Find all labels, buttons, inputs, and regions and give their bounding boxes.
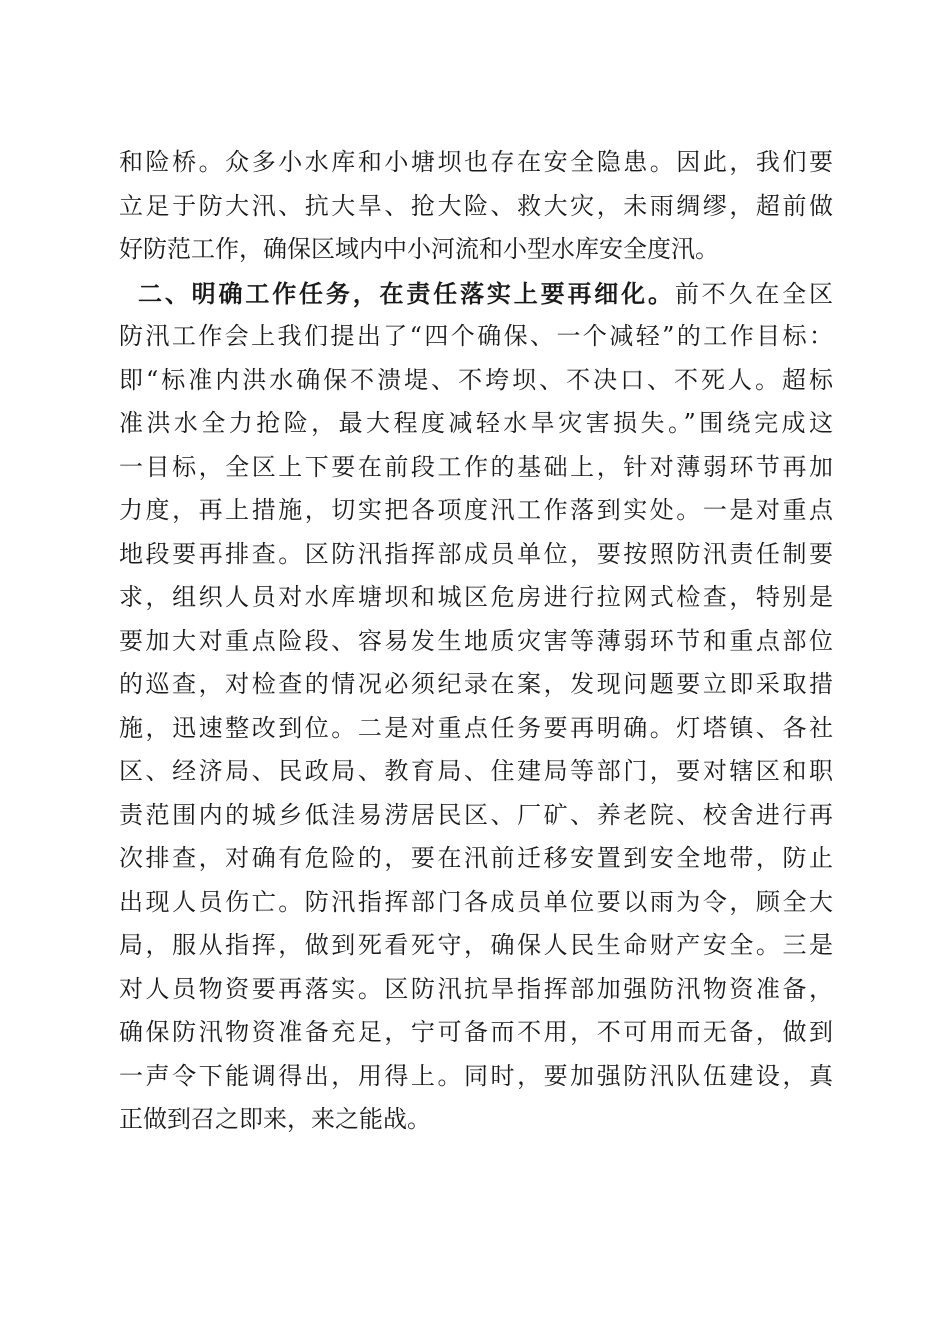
text-line: 好防范工作，确保区域内中小河流和小型水库安全度汛。	[119, 235, 719, 263]
text-line: 力度，再上措施，切实把各项度汛工作落到实处。一是对重点	[119, 496, 833, 524]
text-line: 地段要再排查。区防汛指挥部成员单位，要按照防汛责任制要	[119, 539, 833, 568]
text-run: 前不久在全区	[674, 279, 834, 308]
text-line: 立足于防大汛、抗大旱、抢大险、救大灾，未雨绸缪，超前做	[119, 191, 833, 220]
text-line: 局，服从指挥，做到死看死守，确保人民生命财产安全。三是	[119, 931, 833, 959]
text-line: 准洪水全力抢险，最大程度减轻水旱灾害损失。”围绕完成这	[119, 409, 833, 437]
text-line: 对人员物资要再落实。区防汛抗旱指挥部加强防汛物资准备，	[119, 974, 833, 1003]
document-body	[119, 141, 833, 1142]
text-line: 确保防汛物资准备充足，宁可备而不用，不可用而无备，做到	[119, 1018, 833, 1046]
text-line: 责范围内的城乡低洼易涝居民区、厂矿、养老院、校舍进行再	[119, 800, 833, 829]
text-line: 一声令下能调得出，用得上。同时，要加强防汛队伍建设，真	[119, 1061, 833, 1090]
paragraph-work-tasks	[119, 272, 833, 1142]
text-line: 防汛工作会上我们提出了“四个确保、一个减轻”的工作目标：	[119, 322, 833, 350]
text-line: 一目标，全区上下要在前段工作的基础上，针对薄弱环节再加	[119, 452, 833, 481]
text-line: 求，组织人员对水库塘坝和城区危房进行拉网式检查，特别是	[119, 583, 833, 611]
section-heading: 二、明确工作任务，在责任落实上要再细化。	[138, 278, 675, 308]
text-line: 即“标准内洪水确保不溃堤、不垮坝、不决口、不死人。超标	[119, 365, 833, 394]
text-line: 次排查，对确有危险的，要在汛前迁移安置到安全地带，防止	[119, 844, 833, 872]
text-line: 出现人员伤亡。防汛指挥部门各成员单位要以雨为令，顾全大	[119, 887, 833, 916]
text-line: 施，迅速整改到位。二是对重点任务要再明确。灯塔镇、各社	[119, 713, 833, 742]
text-line: 和险桥。众多小水库和小塘坝也存在安全隐患。因此，我们要	[119, 148, 833, 176]
paragraph-continuation	[119, 141, 833, 272]
text-line: 的巡查，对检查的情况必须纪录在案，发现问题要立即采取措	[119, 670, 833, 698]
paragraph-first-line	[119, 272, 833, 316]
text-line: 区、经济局、民政局、教育局、住建局等部门，要对辖区和职	[119, 757, 833, 785]
text-line: 正做到召之即来，来之能战。	[119, 1105, 431, 1133]
text-line: 要加大对重点险段、容易发生地质灾害等薄弱环节和重点部位	[119, 626, 833, 655]
